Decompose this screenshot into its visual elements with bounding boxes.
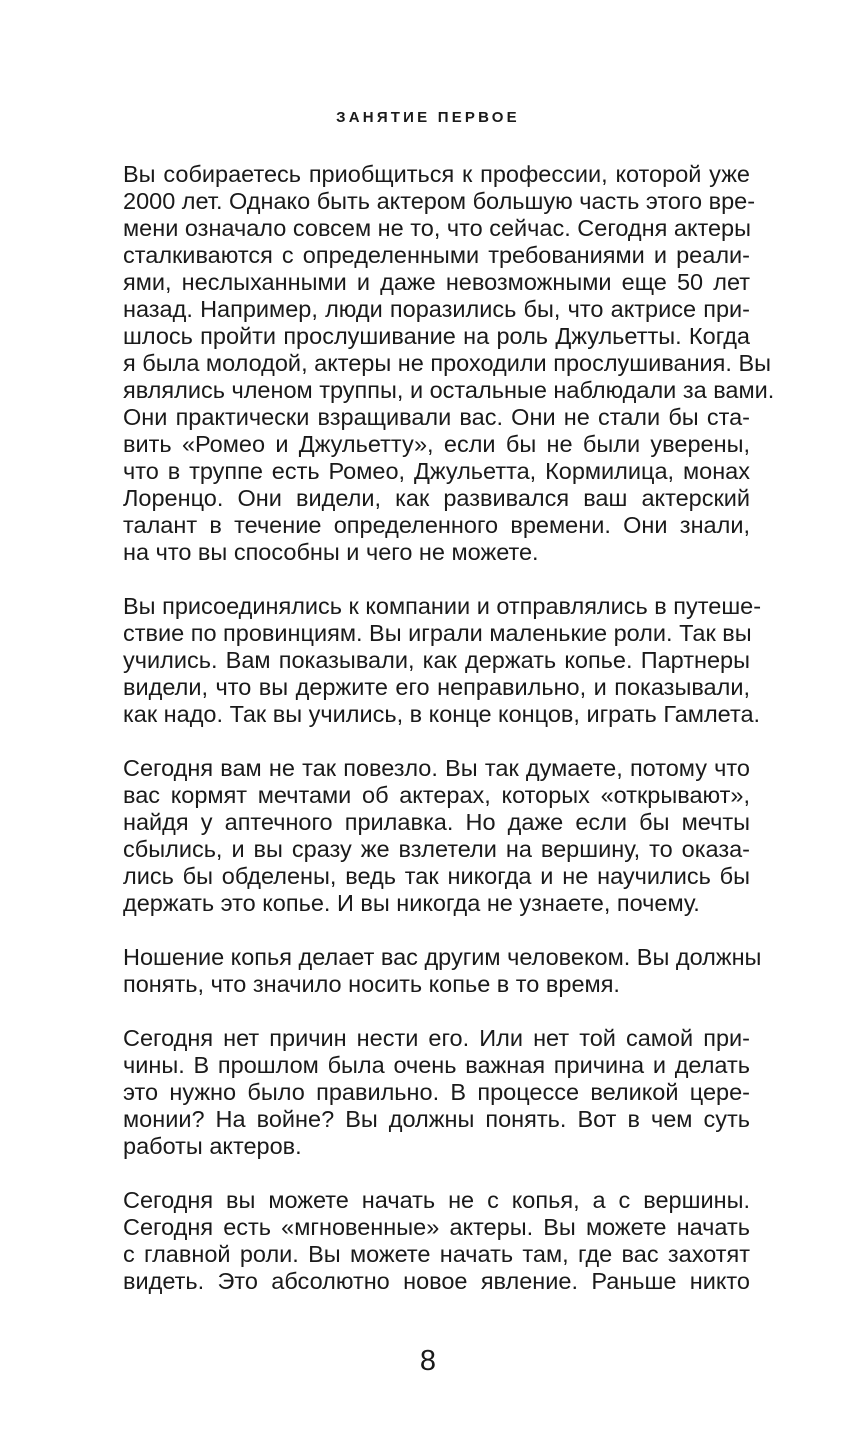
text-line: ями, неслыханными и даже невозможными еще 50 лет (123, 269, 750, 295)
text-line: Лоренцо. Они видели, как развивался ваш актерский (123, 485, 750, 511)
text-line: видеть. Это абсолютно новое явление. Раньше никто (123, 1268, 750, 1294)
paragraph (123, 161, 775, 566)
text-line: вить «Ромео и Джульетту», если бы не были уверены, (123, 431, 750, 457)
text-line: мени означало совсем не то, что сейчас. Сегодня актеры (123, 215, 752, 241)
running-header: ЗАНЯТИЕ ПЕРВОЕ (336, 109, 520, 126)
text-line: понять, что значило носить копье в то время. (123, 971, 620, 997)
text-line: с главной роли. Вы можете начать там, где вас захотят (123, 1241, 750, 1267)
paragraph (123, 593, 762, 728)
text-line: Вы собираетесь приобщиться к профессии, которой уже (123, 161, 750, 187)
text-line: это нужно было правильно. В процессе великой цере- (123, 1079, 750, 1105)
text-line: учились. Вам показывали, как держать копье. Партнеры (123, 647, 750, 673)
text-line: являлись членом труппы, и остальные наблюдали за вами. (123, 377, 775, 403)
text-line: Сегодня есть «мгновенные» актеры. Вы можете начать (123, 1214, 750, 1240)
paragraph (123, 944, 762, 998)
text-line: чины. В прошлом была очень важная причина и делать (123, 1052, 750, 1078)
text-line: видели, что вы держите его неправильно, и показывали, (123, 674, 750, 700)
text-line: 2000 лет. Однако быть актером большую часть этого вре- (123, 188, 756, 214)
text-line: держать это копье. И вы никогда не узнаете, почему. (123, 890, 700, 916)
page-number: 8 (419, 1345, 437, 1377)
text-line: что в труппе есть Ромео, Джульетта, Кормилица, монах (123, 458, 750, 484)
text-line: талант в течение определенного времени. Они знали, (123, 512, 750, 538)
text-line: работы актеров. (123, 1133, 302, 1159)
text-line: вас кормят мечтами об актерах, которых «открывают», (123, 782, 750, 808)
text-line: я была молодой, актеры не проходили прослушивания. Вы (123, 350, 772, 376)
paragraph (123, 755, 750, 917)
text-line: Ношение копья делает вас другим человеком. Вы должны (123, 944, 762, 970)
text-line: шлось пройти прослушивание на роль Джульетты. Когда (123, 323, 750, 349)
text-line: монии? На войне? Вы должны понять. Вот в чем суть (123, 1106, 750, 1132)
text-line: лись бы обделены, ведь так никогда и не научились бы (123, 863, 750, 889)
text-line: Сегодня вам не так повезло. Вы так думаете, потому что (123, 755, 750, 781)
text-line: ствие по провинциям. Вы играли маленькие роли. Так вы (123, 620, 752, 646)
paragraph (123, 1025, 750, 1160)
text-line: Сегодня вы можете начать не с копья, а с вершины. (123, 1187, 750, 1213)
body-text (123, 161, 775, 1322)
text-line: сталкиваются с определенными требованиями и реали- (123, 242, 750, 268)
text-line: Вы присоединялись к компании и отправлялись в путеше- (123, 593, 762, 619)
text-line: найдя у аптечного прилавка. Но даже если бы мечты (123, 809, 750, 835)
text-line: Сегодня нет причин нести его. Или нет той самой при- (123, 1025, 750, 1051)
text-line: Они практически взращивали вас. Они не стали бы ста- (123, 404, 750, 430)
text-line: на что вы способны и чего не можете. (123, 539, 539, 565)
text-line: назад. Например, люди поразились бы, что актрисе при- (123, 296, 750, 322)
paragraph (123, 1187, 750, 1295)
text-line: сбылись, и вы сразу же взлетели на вершину, то оказа- (123, 836, 750, 862)
text-line: как надо. Так вы учились, в конце концов, играть Гамлета. (123, 701, 761, 727)
